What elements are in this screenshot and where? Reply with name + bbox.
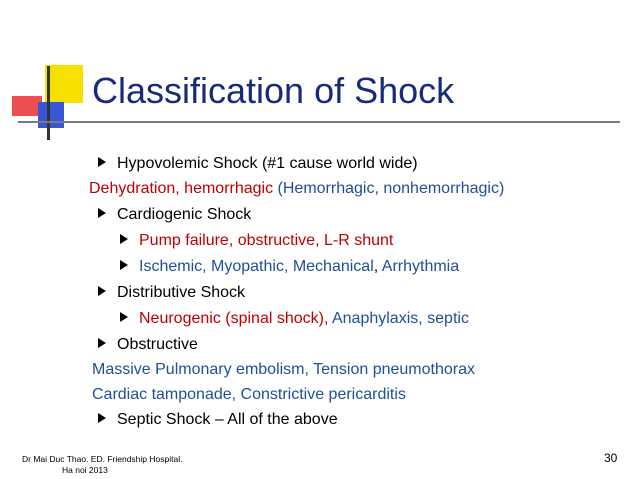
slide-title: Classification of Shock [92,70,455,111]
text: Obstructive [117,336,198,353]
text-sep: , [373,258,382,275]
text: Pump failure, obstructive, L-R shunt [139,232,394,249]
bullet-cardiogenic [98,206,251,224]
text: Septic Shock – All of the above [117,411,338,428]
line-dehydration [89,180,504,198]
text: Cardiogenic Shock [117,206,252,223]
vertical-rule [47,66,50,140]
text: Distributive Shock [117,284,246,301]
subbullet-pump-failure [120,232,393,250]
line-cardiac-tamponade [92,386,406,404]
text-blue: Anaphylaxis, septic [328,310,469,327]
bullet-obstructive [98,336,198,354]
text-blue: (Hemorrhagic, nonhemorrhagic) [273,180,505,197]
page-number: 30 [604,451,618,465]
corner-decoration [0,0,90,140]
footer-line-2: Ha noi 2013 [62,465,108,475]
bullet-icon [98,286,106,296]
bullet-icon [98,157,106,167]
text-blue: Ischemic, Myopathic, Mechanical [139,258,374,275]
blue-square [38,102,64,128]
title-underline [18,121,620,123]
bullet-hypovolemic [98,155,418,173]
text: Hypovolemic Shock (#1 cause world wide) [117,155,418,172]
bullet-icon [120,234,128,244]
text: Massive Pulmonary embolism, Tension pneumothorax [92,361,475,378]
text-blue-2: Arrhythmia [381,258,460,275]
subbullet-neurogenic [120,310,469,328]
yellow-square [45,65,83,103]
bullet-septic [98,411,338,429]
footer-credit [22,454,182,476]
bullet-icon [98,208,106,218]
text: Cardiac tamponade, Constrictive pericarditis [92,386,406,403]
bullet-icon [120,312,128,322]
footer-line-1: Dr Mai Duc Thao. ED. Friendship Hospital. [22,454,183,464]
text-red: Dehydration, hemorrhagic [89,180,274,197]
subbullet-ischemic [120,258,459,276]
text-red: Neurogenic (spinal shock), [139,310,329,327]
bullet-icon [120,260,128,270]
bullet-icon [98,413,106,423]
line-pulmonary-embolism [92,361,475,379]
bullet-icon [98,338,106,348]
bullet-distributive [98,284,245,302]
